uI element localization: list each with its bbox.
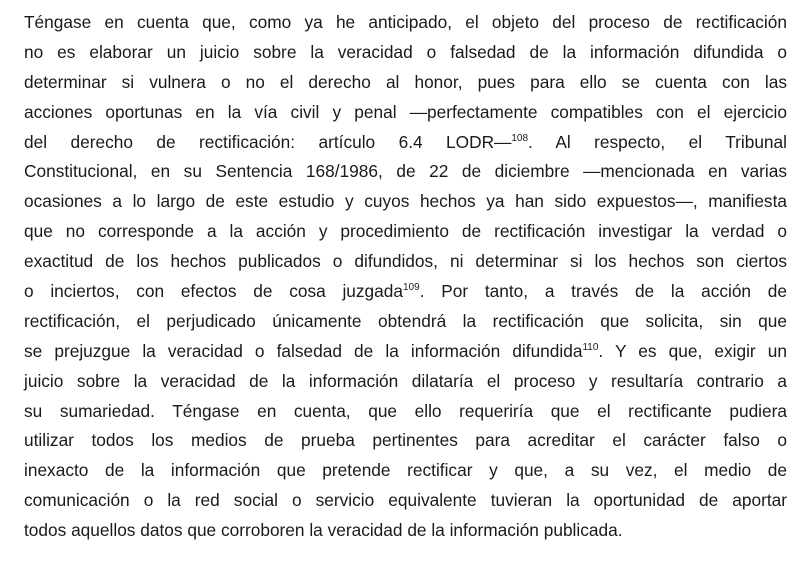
text-line-1: Téngase en cuenta que, como ya he anticipado, el objeto del proceso de rectificación <box>24 12 787 32</box>
footnote-ref-108: 108 <box>511 132 529 144</box>
text-line-9: exactitud de los hechos publicados o difundidos, ni determinar si los hechos son ciertos <box>24 251 787 272</box>
text-line-12 <box>24 337 787 367</box>
text-line-11: rectificación, el perjudicado únicamente obtendrá la rectificación que solicita, sin que <box>24 310 787 331</box>
text-line-10-part-2: . Por tanto, a través de la acción de <box>419 281 787 302</box>
footnote-ref-110: 110 <box>582 341 599 353</box>
text-line-5 <box>24 128 787 158</box>
text-line-13: juicio sobre la veracidad de la información dilataría el proceso y resultaría contrario a <box>24 370 787 391</box>
text-line-10-part-1: o inciertos, con efectos de cosa juzgada <box>24 281 403 302</box>
text-line-2: no es elaborar un juicio sobre la veracidad o falsedad de la información difundida o <box>24 41 787 62</box>
text-line-6: Constitucional, en su Sentencia 168/1986, de 22 de diciembre —mencionada en varias <box>24 161 787 182</box>
text-line-5-part-1: del derecho de rectificación: artículo 6.4 LODR— <box>24 131 512 152</box>
body-paragraph <box>24 8 787 546</box>
text-line-12-part-1: se prejuzgue la veracidad o falsedad de la información difundida <box>24 340 583 361</box>
text-line-17: comunicación o la red social o servicio equivalente tuvieran la oportunidad de aportar <box>24 490 787 511</box>
text-line-5-part-2: . Al respecto, el Tribunal <box>528 131 787 152</box>
text-line-18: todos aquellos datos que corroboren la veracidad de la información publicada. <box>24 520 623 541</box>
text-line-10 <box>24 277 787 307</box>
text-line-7: ocasiones a lo largo de este estudio y cuyos hechos ya han sido expuestos—, manifiesta <box>24 191 787 212</box>
text-line-16: inexacto de la información que pretende rectificar y que, a su vez, el medio de <box>24 460 787 481</box>
text-line-15: utilizar todos los medios de prueba pertinentes para acreditar el carácter falso o <box>24 430 787 451</box>
text-line-4: acciones oportunas en la vía civil y penal —perfectamente compatibles con el ejercicio <box>24 101 787 122</box>
text-line-3: determinar si vulnera o no el derecho al honor, pues para ello se cuenta con las <box>24 71 787 92</box>
text-line-12-part-2: . Y es que, exigir un <box>598 340 787 361</box>
text-line-8: que no corresponde a la acción y procedimiento de rectificación investigar la verdad o <box>24 221 787 242</box>
text-line-14: su sumariedad. Téngase en cuenta, que ello requeriría que el rectificante pudiera <box>24 400 787 421</box>
footnote-ref-109: 109 <box>403 282 420 294</box>
